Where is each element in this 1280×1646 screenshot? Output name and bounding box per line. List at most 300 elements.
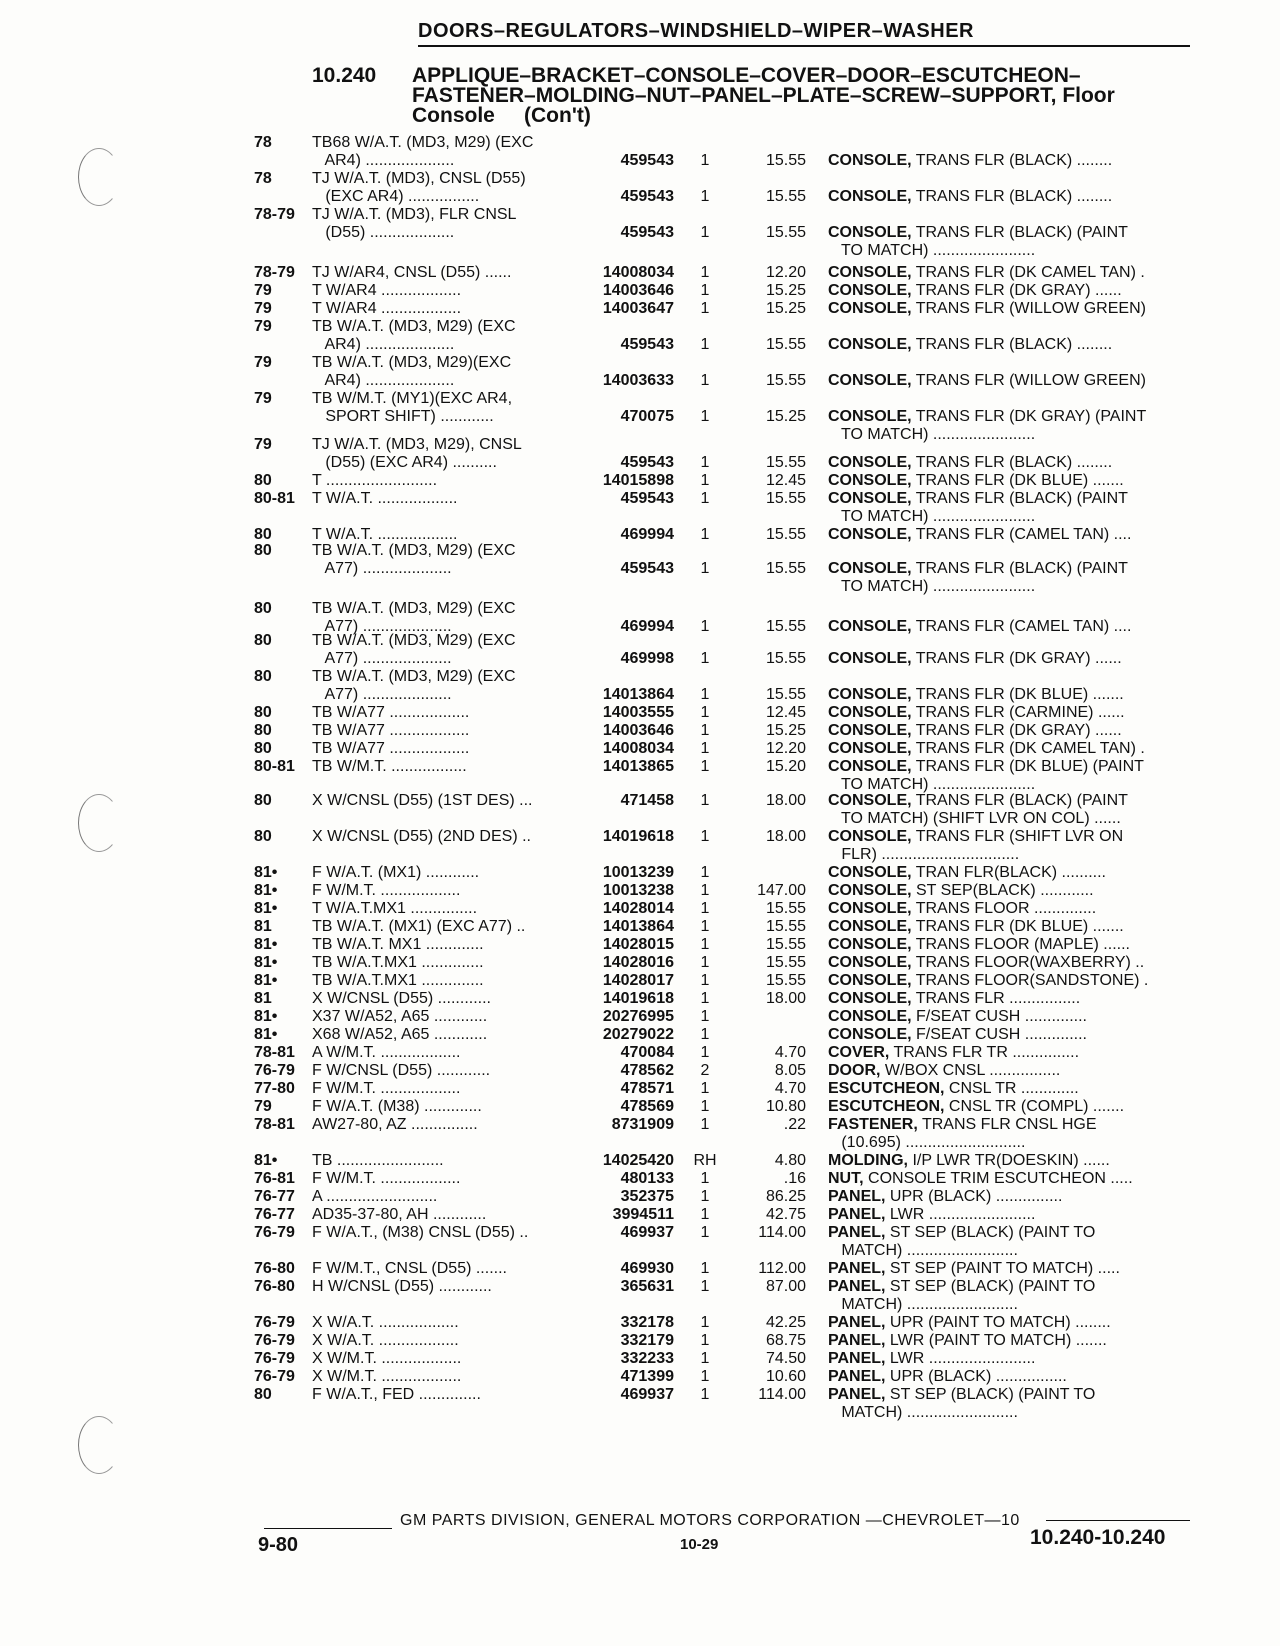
model-year: 80 — [254, 792, 272, 809]
item-detail: TRANS FLR ................ — [911, 990, 1081, 1007]
item-description — [828, 1116, 1198, 1152]
part-number: 469937 — [620, 1386, 674, 1403]
part-number: 14013864 — [602, 918, 674, 935]
quantity: 1 — [700, 758, 710, 775]
item-name: CONSOLE, — [828, 972, 912, 989]
item-name: CONSOLE, — [828, 990, 912, 1007]
item-name: CONSOLE, — [828, 152, 912, 169]
item-name: PANEL, — [828, 1350, 886, 1367]
price: 15.25 — [765, 408, 806, 425]
item-name: CONSOLE, — [828, 722, 912, 739]
price: 12.20 — [765, 264, 806, 281]
part-number: 3994511 — [612, 1206, 674, 1223]
footer-group-range: 10.240-10.240 — [1030, 1526, 1166, 1549]
part-number: 332233 — [620, 1350, 674, 1367]
item-name: ESCUTCHEON, — [828, 1080, 945, 1097]
model-description: TB W/A.T. MX1 ............. — [312, 936, 484, 953]
model-year: 80 — [254, 542, 272, 559]
item-name: DOOR, — [828, 1062, 881, 1079]
item-detail: TRANS FLR (BLACK) ........ — [911, 454, 1113, 471]
quantity: 1 — [700, 300, 710, 317]
item-detail: ST SEP (PAINT TO MATCH) ..... — [885, 1260, 1120, 1277]
model-description: A W/M.T. .................. — [312, 1044, 461, 1061]
price: 15.55 — [765, 224, 806, 241]
item-name: NUT, — [828, 1170, 864, 1187]
price: 114.00 — [758, 1386, 806, 1403]
model-description: TB W/A.T. (MD3, M29) (EXC A77) .................... — [312, 668, 516, 703]
price: 74.50 — [765, 1350, 806, 1367]
quantity: 1 — [700, 490, 710, 507]
part-number: 469994 — [620, 618, 674, 635]
model-year: 76-80 — [254, 1260, 295, 1277]
quantity: 1 — [700, 1224, 710, 1241]
price: 15.25 — [765, 282, 806, 299]
item-name: FASTENER, — [828, 1116, 918, 1133]
item-detail: TRANS FLR (WILLOW GREEN) — [911, 372, 1146, 389]
model-description: AD35-37-80, AH ............ — [312, 1206, 487, 1223]
model-description: X W/CNSL (D55) (1ST DES) ... — [312, 792, 533, 809]
price: .22 — [783, 1116, 806, 1133]
price: 147.00 — [757, 882, 806, 899]
item-description — [828, 1098, 1198, 1116]
binder-hole-bottom — [78, 1416, 120, 1474]
item-name: CONSOLE, — [828, 954, 912, 971]
item-description — [828, 224, 1198, 260]
item-name: CONSOLE, — [828, 264, 912, 281]
item-detail: TRANS FLOOR (MAPLE) ...... — [911, 936, 1130, 953]
model-year: 76-79 — [254, 1350, 295, 1367]
item-name: MOLDING, — [828, 1152, 908, 1169]
item-detail: LWR ........................ — [885, 1350, 1036, 1367]
model-year: 76-79 — [254, 1062, 295, 1079]
item-detail: TRANS FLOOR .............. — [911, 900, 1097, 917]
model-year: 81• — [254, 972, 278, 989]
part-number: 332179 — [620, 1332, 674, 1349]
item-detail: TRANS FLR (CAMEL TAN) .... — [911, 618, 1132, 635]
item-detail: TRANS FLR (DK BLUE) ....... — [911, 472, 1124, 489]
quantity: 1 — [700, 1278, 710, 1295]
item-name: PANEL, — [828, 1368, 886, 1385]
price: 18.00 — [765, 828, 806, 845]
price: 12.45 — [765, 472, 806, 489]
item-detail: TRANS FLR (BLACK) (PAINT TO MATCH) ....................... — [841, 224, 1128, 259]
item-description — [828, 900, 1198, 918]
model-year: 81• — [254, 900, 278, 917]
item-detail: CNSL TR (COMPL) ....... — [944, 1098, 1125, 1115]
quantity: 1 — [700, 1188, 710, 1205]
quantity: 2 — [700, 1062, 710, 1079]
item-detail: ST SEP (BLACK) (PAINT TO MATCH) ......................... — [841, 1278, 1096, 1313]
item-detail: TRANS FLR (BLACK) (PAINT TO MATCH) ....................... — [841, 560, 1128, 595]
quantity: 1 — [700, 560, 710, 577]
item-description — [828, 560, 1198, 596]
part-number: 365631 — [620, 1278, 674, 1295]
part-number: 14008034 — [602, 740, 674, 757]
item-description — [828, 1368, 1198, 1386]
model-year: 81• — [254, 882, 278, 899]
model-year: 78-81 — [254, 1044, 295, 1061]
item-description — [828, 472, 1198, 490]
item-detail: TRANS FLR (DK CAMEL TAN) . — [911, 740, 1145, 757]
item-description — [828, 722, 1198, 740]
model-year: 80 — [254, 526, 272, 543]
part-number: 332178 — [620, 1314, 674, 1331]
model-description: T W/A.T. .................. — [312, 490, 458, 507]
item-name: PANEL, — [828, 1386, 886, 1403]
item-name: ESCUTCHEON, — [828, 1098, 945, 1115]
item-description — [828, 990, 1198, 1008]
item-name: CONSOLE, — [828, 650, 912, 667]
model-year: 80 — [254, 1386, 272, 1403]
item-name: CONSOLE, — [828, 490, 912, 507]
item-description — [828, 1314, 1198, 1332]
item-description — [828, 618, 1198, 636]
part-number: 14003555 — [602, 704, 674, 721]
part-number: 14028015 — [602, 936, 674, 953]
price: 15.55 — [765, 686, 806, 703]
price: 15.55 — [765, 936, 806, 953]
price: 12.45 — [765, 704, 806, 721]
model-description: TB ........................ — [312, 1152, 444, 1169]
item-description — [828, 882, 1198, 900]
item-name: PANEL, — [828, 1206, 886, 1223]
item-name: CONSOLE, — [828, 282, 912, 299]
item-name: CONSOLE, — [828, 686, 912, 703]
model-description: X W/A.T. .................. — [312, 1332, 459, 1349]
model-year: 80 — [254, 668, 272, 685]
model-description: TB W/A.T.MX1 .............. — [312, 972, 484, 989]
price: 15.55 — [765, 526, 806, 543]
quantity: 1 — [700, 900, 710, 917]
quantity: 1 — [700, 1368, 710, 1385]
item-name: CONSOLE, — [828, 560, 912, 577]
item-detail: TRANS FLR (DK BLUE) ....... — [911, 918, 1124, 935]
model-year: 76-79 — [254, 1332, 295, 1349]
item-detail: LWR (PAINT TO MATCH) ....... — [885, 1332, 1107, 1349]
price: 18.00 — [765, 990, 806, 1007]
model-description: T W/AR4 .................. — [312, 282, 462, 299]
quantity: 1 — [700, 1386, 710, 1403]
quantity: RH — [693, 1152, 717, 1169]
quantity: 1 — [700, 1080, 710, 1097]
part-number: 20276995 — [602, 1008, 674, 1025]
model-description: TB W/A.T. (MD3, M29) (EXC A77) .................... — [312, 632, 516, 667]
model-description: F W/A.T., (M38) CNSL (D55) .. — [312, 1224, 529, 1241]
price: 15.55 — [765, 954, 806, 971]
quantity: 1 — [700, 408, 710, 425]
model-description: TB W/A.T. (MX1) (EXC A77) .. — [312, 918, 526, 935]
model-year: 76-79 — [254, 1314, 295, 1331]
model-year: 81• — [254, 1008, 278, 1025]
quantity: 1 — [700, 264, 710, 281]
item-detail: UPR (PAINT TO MATCH) ........ — [885, 1314, 1111, 1331]
quantity: 1 — [700, 1116, 710, 1133]
quantity: 1 — [700, 1332, 710, 1349]
model-description: X W/CNSL (D55) (2ND DES) .. — [312, 828, 531, 845]
model-year: 76-79 — [254, 1224, 295, 1241]
item-detail: TRANS FLOOR(SANDSTONE) . — [911, 972, 1149, 989]
item-name: PANEL, — [828, 1224, 886, 1241]
model-year: 76-81 — [254, 1170, 295, 1187]
price: 18.00 — [765, 792, 806, 809]
model-year: 80 — [254, 722, 272, 739]
model-year: 80 — [254, 740, 272, 757]
model-description: F W/A.T., FED .............. — [312, 1386, 481, 1403]
price: 42.25 — [765, 1314, 806, 1331]
part-number: 14003646 — [602, 282, 674, 299]
model-year: 78-79 — [254, 264, 295, 281]
quantity: 1 — [700, 1026, 710, 1043]
item-description — [828, 408, 1198, 444]
part-number: 14015898 — [602, 472, 674, 489]
item-description — [828, 1044, 1198, 1062]
item-detail: TRANS FLR (DK CAMEL TAN) . — [911, 264, 1145, 281]
item-description — [828, 828, 1198, 864]
quantity: 1 — [700, 828, 710, 845]
model-year: 80-81 — [254, 490, 295, 507]
price: 86.25 — [765, 1188, 806, 1205]
model-description: F W/A.T. (M38) ............. — [312, 1098, 482, 1115]
quantity: 1 — [700, 372, 710, 389]
item-detail: TRANS FLR (BLACK) ........ — [911, 188, 1113, 205]
model-year: 76-80 — [254, 1278, 295, 1295]
item-description — [828, 264, 1198, 282]
model-description: X37 W/A52, A65 ............ — [312, 1008, 488, 1025]
group-number: 10.240 — [312, 64, 377, 87]
item-name: CONSOLE, — [828, 454, 912, 471]
part-number: 471458 — [620, 792, 674, 809]
item-name: CONSOLE, — [828, 936, 912, 953]
quantity: 1 — [700, 792, 710, 809]
footer-publisher: GM PARTS DIVISION, GENERAL MOTORS CORPORATION —CHEVROLET—10 — [400, 1512, 1020, 1529]
item-description — [828, 792, 1198, 828]
item-description — [828, 650, 1198, 668]
quantity: 1 — [700, 1098, 710, 1115]
model-description: TB W/M.T. (MY1)(EXC AR4, SPORT SHIFT) ............ — [312, 390, 513, 425]
item-description — [828, 1008, 1198, 1026]
model-year: 81• — [254, 1152, 278, 1169]
item-detail: UPR (BLACK) ................ — [885, 1368, 1067, 1385]
item-name: CONSOLE, — [828, 900, 912, 917]
item-detail: TRANS FLR (BLACK) ........ — [911, 152, 1113, 169]
footer-date: 9-80 — [258, 1534, 299, 1556]
quantity: 1 — [700, 954, 710, 971]
part-number: 470084 — [620, 1044, 674, 1061]
item-detail: TRANS FLR (DK GRAY) ...... — [911, 650, 1122, 667]
model-year: 79 — [254, 1098, 272, 1115]
item-name: CONSOLE, — [828, 300, 912, 317]
part-number: 20279022 — [602, 1026, 674, 1043]
part-number: 10013239 — [602, 864, 674, 881]
item-detail: TRANS FLR (DK GRAY) (PAINT TO MATCH) ....................... — [841, 408, 1147, 443]
item-name: COVER, — [828, 1044, 890, 1061]
model-year: 81• — [254, 1026, 278, 1043]
part-number: 469994 — [620, 526, 674, 543]
item-name: CONSOLE, — [828, 918, 912, 935]
item-description — [828, 972, 1198, 990]
price: 112.00 — [758, 1260, 806, 1277]
model-description: F W/M.T. .................. — [312, 1170, 461, 1187]
item-description — [828, 282, 1198, 300]
item-description — [828, 1188, 1198, 1206]
item-detail: TRANS FLR (WILLOW GREEN) — [911, 300, 1146, 317]
model-year: 76-79 — [254, 1368, 295, 1385]
model-year: 79 — [254, 282, 272, 299]
footer-rule-left — [264, 1528, 392, 1529]
model-description: X W/M.T. .................. — [312, 1368, 462, 1385]
item-description — [828, 1332, 1198, 1350]
part-number: 14025420 — [602, 1152, 674, 1169]
item-description — [828, 188, 1198, 206]
model-description: F W/M.T. .................. — [312, 882, 461, 899]
item-name: CONSOLE, — [828, 740, 912, 757]
quantity: 1 — [700, 936, 710, 953]
item-name: CONSOLE, — [828, 336, 912, 353]
item-description — [828, 686, 1198, 704]
item-description — [828, 372, 1198, 390]
part-number: 14003633 — [602, 372, 674, 389]
part-number: 469998 — [620, 650, 674, 667]
item-description — [828, 1278, 1198, 1314]
model-description: TB W/A.T. (MD3, M29) (EXC A77) .................... — [312, 600, 516, 635]
quantity: 1 — [700, 972, 710, 989]
item-detail: I/P LWR TR(DOESKIN) ...... — [908, 1152, 1110, 1169]
model-description: H W/CNSL (D55) ............ — [312, 1278, 492, 1295]
item-detail: TRANS FLR (BLACK) ........ — [911, 336, 1113, 353]
part-number: 14013865 — [602, 758, 674, 775]
item-detail: CNSL TR ............. — [944, 1080, 1079, 1097]
model-year: 81• — [254, 864, 278, 881]
group-description — [412, 66, 1172, 126]
item-detail: LWR ........................ — [885, 1206, 1036, 1223]
model-description: T ......................... — [312, 472, 438, 489]
price: 15.55 — [765, 372, 806, 389]
part-number: 459543 — [620, 560, 674, 577]
part-number: 14008034 — [602, 264, 674, 281]
quantity: 1 — [700, 152, 710, 169]
price: 68.75 — [765, 1332, 806, 1349]
item-detail: TRANS FLR (DK GRAY) ...... — [911, 722, 1122, 739]
item-name: CONSOLE, — [828, 704, 912, 721]
group-title-line-2: FASTENER–MOLDING–NUT–PANEL–PLATE–SCREW–SUPPORT, Floor — [412, 84, 1115, 107]
quantity: 1 — [700, 882, 710, 899]
model-description: F W/M.T., CNSL (D55) ....... — [312, 1260, 507, 1277]
quantity: 1 — [700, 1260, 710, 1277]
item-name: CONSOLE, — [828, 1026, 912, 1043]
item-detail: TRANS FLR (CAMEL TAN) .... — [911, 526, 1132, 543]
price: 15.55 — [765, 972, 806, 989]
quantity: 1 — [700, 618, 710, 635]
model-description: TJ W/A.T. (MD3, M29), CNSL (D55) (EXC AR4) .......... — [312, 436, 522, 471]
part-number: 14013864 — [602, 686, 674, 703]
item-detail: TRANS FLOOR(WAXBERRY) .. — [911, 954, 1145, 971]
price: 15.55 — [765, 490, 806, 507]
model-year: 81 — [254, 990, 272, 1007]
item-description — [828, 1206, 1198, 1224]
price: 15.55 — [765, 152, 806, 169]
item-description — [828, 1350, 1198, 1368]
section-header: DOORS–REGULATORS–WINDSHIELD–WIPER–WASHER — [418, 20, 1190, 47]
quantity: 1 — [700, 990, 710, 1007]
model-description: TB W/A77 .................. — [312, 704, 470, 721]
price: 42.75 — [765, 1206, 806, 1223]
item-name: CONSOLE, — [828, 828, 912, 845]
item-name: CONSOLE, — [828, 864, 912, 881]
model-description: F W/CNSL (D55) ............ — [312, 1062, 491, 1079]
model-description: TB W/M.T. ................. — [312, 758, 467, 775]
item-detail: UPR (BLACK) ............... — [885, 1188, 1063, 1205]
price: 10.80 — [765, 1098, 806, 1115]
item-detail: TRANS FLR (DK GRAY) ...... — [911, 282, 1122, 299]
price: 15.55 — [765, 188, 806, 205]
item-name: PANEL, — [828, 1314, 886, 1331]
item-description — [828, 1080, 1198, 1098]
item-description — [828, 526, 1198, 544]
model-year: 80-81 — [254, 758, 295, 775]
item-detail: TRANS FLR (SHIFT LVR ON FLR) ............................... — [841, 828, 1124, 863]
item-name: CONSOLE, — [828, 882, 912, 899]
model-description: TJ W/A.T. (MD3), FLR CNSL (D55) ................... — [312, 206, 517, 241]
item-name: CONSOLE, — [828, 758, 912, 775]
model-description: TJ W/A.T. (MD3), CNSL (D55) (EXC AR4) ................ — [312, 170, 526, 205]
binder-hole-middle — [78, 794, 120, 852]
model-description: T W/A.T.MX1 ............... — [312, 900, 478, 917]
model-description: TB W/A77 .................. — [312, 722, 470, 739]
model-year: 78-79 — [254, 206, 295, 223]
quantity: 1 — [700, 686, 710, 703]
model-year: 79 — [254, 354, 272, 371]
part-number: 14028014 — [602, 900, 674, 917]
price: 15.55 — [765, 454, 806, 471]
model-description: AW27-80, AZ ............... — [312, 1116, 478, 1133]
quantity: 1 — [700, 1206, 710, 1223]
model-year: 81 — [254, 918, 272, 935]
item-description — [828, 336, 1198, 354]
price: 15.55 — [765, 900, 806, 917]
item-detail: TRANS FLR (DK BLUE) (PAINT TO MATCH) ....................... — [841, 758, 1144, 793]
model-description: T W/A.T. .................. — [312, 526, 458, 543]
price: .16 — [783, 1170, 806, 1187]
model-year: 78 — [254, 170, 272, 187]
quantity: 1 — [700, 526, 710, 543]
item-description — [828, 454, 1198, 472]
item-description — [828, 740, 1198, 758]
item-name: CONSOLE, — [828, 618, 912, 635]
model-description: TB68 W/A.T. (MD3, M29) (EXC AR4) .................... — [312, 134, 534, 169]
item-name: CONSOLE, — [828, 224, 912, 241]
item-description — [828, 936, 1198, 954]
model-description: X W/CNSL (D55) ............ — [312, 990, 491, 1007]
item-description — [828, 704, 1198, 722]
model-year: 76-77 — [254, 1206, 295, 1223]
part-number: 469930 — [620, 1260, 674, 1277]
item-description — [828, 1170, 1198, 1188]
footer-rule-right — [1046, 1520, 1190, 1521]
item-detail: TRANS FLR (DK BLUE) ....... — [911, 686, 1124, 703]
quantity: 1 — [700, 1314, 710, 1331]
model-year: 77-80 — [254, 1080, 295, 1097]
item-detail: TRANS FLR CNSL HGE (10.695) ........................... — [841, 1116, 1097, 1151]
item-detail: F/SEAT CUSH .............. — [911, 1008, 1087, 1025]
quantity: 1 — [700, 918, 710, 935]
item-name: PANEL, — [828, 1188, 886, 1205]
model-year: 78-81 — [254, 1116, 295, 1133]
model-description: TB W/A77 .................. — [312, 740, 470, 757]
price: 15.25 — [765, 722, 806, 739]
quantity: 1 — [700, 224, 710, 241]
part-number: 459543 — [620, 152, 674, 169]
part-number: 14028016 — [602, 954, 674, 971]
